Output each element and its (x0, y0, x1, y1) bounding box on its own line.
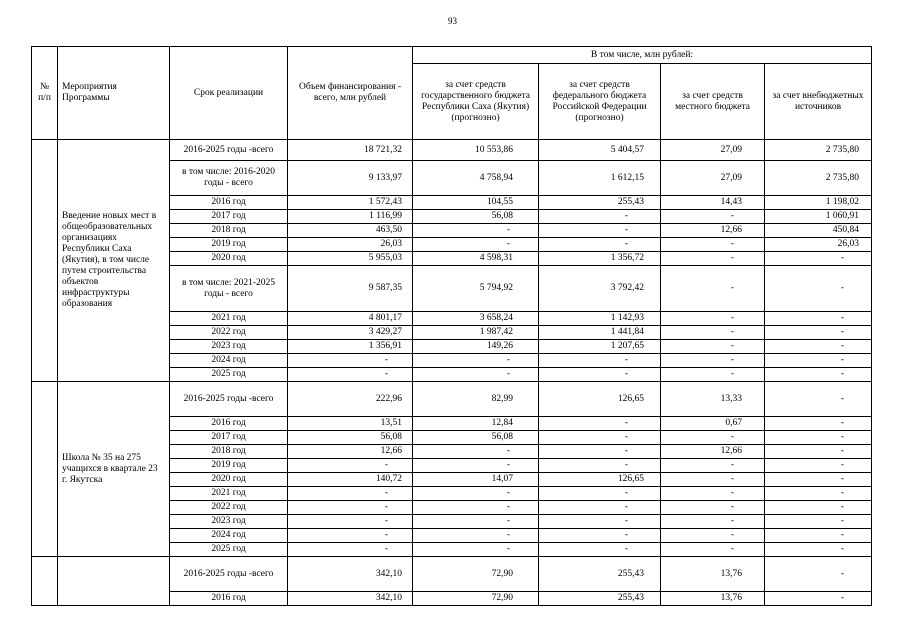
total-cell: 26,03 (288, 238, 413, 252)
local-budget-cell: - (661, 354, 765, 368)
extra-budget-cell: - (765, 487, 872, 501)
federal-budget-cell: - (539, 238, 661, 252)
state-budget-cell: 104,55 (413, 196, 539, 210)
local-budget-cell: - (661, 238, 765, 252)
header-total: Объем финансирования - всего, млн рублей (288, 47, 413, 140)
extra-budget-cell: 26,03 (765, 238, 872, 252)
extra-budget-cell: - (765, 431, 872, 445)
state-budget-cell: 5 794,92 (413, 266, 539, 312)
period-cell: 2017 год (170, 210, 288, 224)
extra-budget-cell: - (765, 543, 872, 557)
state-budget-cell: - (413, 543, 539, 557)
state-budget-cell: 12,84 (413, 417, 539, 431)
local-budget-cell: 13,76 (661, 592, 765, 606)
total-cell: - (288, 501, 413, 515)
event-name (58, 557, 170, 606)
federal-budget-cell: - (539, 224, 661, 238)
extra-budget-cell: - (765, 382, 872, 417)
header-num: № п/п (32, 47, 58, 140)
total-cell: 9 587,35 (288, 266, 413, 312)
state-budget-cell: 82,99 (413, 382, 539, 417)
local-budget-cell: - (661, 501, 765, 515)
header-state: за счет средств государственного бюджета Республики Саха (Якутия) (прогнозно) (413, 64, 539, 140)
period-cell: 2024 год (170, 354, 288, 368)
period-cell: 2016 год (170, 196, 288, 210)
local-budget-cell: 27,09 (661, 140, 765, 161)
extra-budget-cell: - (765, 354, 872, 368)
local-budget-cell: 27,09 (661, 161, 765, 196)
total-cell: 12,66 (288, 445, 413, 459)
extra-budget-cell: - (765, 326, 872, 340)
federal-budget-cell: - (539, 515, 661, 529)
extra-budget-cell: - (765, 252, 872, 266)
extra-budget-cell: - (765, 417, 872, 431)
extra-budget-cell: - (765, 459, 872, 473)
total-cell: 18 721,32 (288, 140, 413, 161)
federal-budget-cell: 255,43 (539, 557, 661, 592)
federal-budget-cell: 255,43 (539, 592, 661, 606)
period-cell: 2020 год (170, 252, 288, 266)
extra-budget-cell: - (765, 557, 872, 592)
federal-budget-cell: 1 612,15 (539, 161, 661, 196)
extra-budget-cell: - (765, 340, 872, 354)
state-budget-cell: - (413, 515, 539, 529)
period-cell: 2016-2025 годы -всего (170, 140, 288, 161)
header-row-top (32, 47, 872, 64)
state-budget-cell: 1 987,42 (413, 326, 539, 340)
total-cell: 222,96 (288, 382, 413, 417)
table-body (32, 140, 872, 606)
table-row (32, 557, 872, 592)
header-federal: за счет средств федерального бюджета Российской Федерации (прогнозно) (539, 64, 661, 140)
local-budget-cell: - (661, 312, 765, 326)
period-cell: 2018 год (170, 445, 288, 459)
total-cell: 1 572,43 (288, 196, 413, 210)
total-cell: 3 429,27 (288, 326, 413, 340)
state-budget-cell: - (413, 368, 539, 382)
total-cell: 1 116,99 (288, 210, 413, 224)
total-cell: 13,51 (288, 417, 413, 431)
period-cell: 2016 год (170, 592, 288, 606)
header-local: за счет средств местного бюджета (661, 64, 765, 140)
federal-budget-cell: 1 207,65 (539, 340, 661, 354)
period-cell: 2016 год (170, 417, 288, 431)
state-budget-cell: 14,07 (413, 473, 539, 487)
extra-budget-cell: - (765, 501, 872, 515)
total-cell: 342,10 (288, 592, 413, 606)
state-budget-cell: - (413, 354, 539, 368)
state-budget-cell: 4 598,31 (413, 252, 539, 266)
local-budget-cell: 14,43 (661, 196, 765, 210)
header-event: Мероприятия Программы (58, 47, 170, 140)
period-cell: 2024 год (170, 529, 288, 543)
period-cell: 2018 год (170, 224, 288, 238)
local-budget-cell: - (661, 529, 765, 543)
total-cell: - (288, 529, 413, 543)
extra-budget-cell: - (765, 515, 872, 529)
federal-budget-cell: - (539, 354, 661, 368)
period-cell: 2016-2025 годы -всего (170, 382, 288, 417)
period-cell: 2020 год (170, 473, 288, 487)
local-budget-cell: - (661, 326, 765, 340)
row-number-cell (32, 140, 58, 382)
total-cell: 56,08 (288, 431, 413, 445)
period-cell: 2021 год (170, 312, 288, 326)
state-budget-cell: - (413, 459, 539, 473)
period-cell: 2016-2025 годы -всего (170, 557, 288, 592)
local-budget-cell: - (661, 515, 765, 529)
federal-budget-cell: - (539, 417, 661, 431)
state-budget-cell: 149,26 (413, 340, 539, 354)
budget-table (31, 46, 872, 606)
local-budget-cell: - (661, 459, 765, 473)
total-cell: 1 356,91 (288, 340, 413, 354)
federal-budget-cell: - (539, 445, 661, 459)
local-budget-cell: 13,33 (661, 382, 765, 417)
period-cell: в том числе: 2021-2025 годы - всего (170, 266, 288, 312)
state-budget-cell: 72,90 (413, 557, 539, 592)
federal-budget-cell: - (539, 529, 661, 543)
federal-budget-cell: - (539, 459, 661, 473)
state-budget-cell: 3 658,24 (413, 312, 539, 326)
state-budget-cell: - (413, 487, 539, 501)
state-budget-cell: - (413, 445, 539, 459)
period-cell: 2021 год (170, 487, 288, 501)
local-budget-cell: 13,76 (661, 557, 765, 592)
federal-budget-cell: 1 441,84 (539, 326, 661, 340)
total-cell: - (288, 459, 413, 473)
table-row (32, 140, 872, 161)
local-budget-cell: - (661, 543, 765, 557)
federal-budget-cell: 255,43 (539, 196, 661, 210)
local-budget-cell: - (661, 487, 765, 501)
state-budget-cell: 56,08 (413, 431, 539, 445)
federal-budget-cell: 3 792,42 (539, 266, 661, 312)
row-number-cell (32, 557, 58, 606)
federal-budget-cell: 126,65 (539, 473, 661, 487)
federal-budget-cell: - (539, 431, 661, 445)
federal-budget-cell: 1 142,93 (539, 312, 661, 326)
local-budget-cell: 12,66 (661, 445, 765, 459)
header-period: Срок реализации (170, 47, 288, 140)
total-cell: - (288, 354, 413, 368)
local-budget-cell: 0,67 (661, 417, 765, 431)
period-cell: 2023 год (170, 340, 288, 354)
extra-budget-cell: - (765, 368, 872, 382)
state-budget-cell: - (413, 529, 539, 543)
state-budget-cell: 72,90 (413, 592, 539, 606)
extra-budget-cell: 2 735,80 (765, 161, 872, 196)
period-cell: 2025 год (170, 543, 288, 557)
local-budget-cell: 12,66 (661, 224, 765, 238)
row-number-cell (32, 382, 58, 557)
extra-budget-cell: 450,84 (765, 224, 872, 238)
period-cell: 2019 год (170, 459, 288, 473)
state-budget-cell: 56,08 (413, 210, 539, 224)
local-budget-cell: - (661, 210, 765, 224)
period-cell: 2019 год (170, 238, 288, 252)
federal-budget-cell: 126,65 (539, 382, 661, 417)
local-budget-cell: - (661, 473, 765, 487)
state-budget-cell: - (413, 501, 539, 515)
event-name: Школа № 35 на 275 учащихся в квартале 23 г. Якутска (58, 382, 170, 557)
federal-budget-cell: - (539, 210, 661, 224)
local-budget-cell: - (661, 368, 765, 382)
period-cell: 2022 год (170, 501, 288, 515)
local-budget-cell: - (661, 252, 765, 266)
period-cell: 2023 год (170, 515, 288, 529)
period-cell: 2022 год (170, 326, 288, 340)
total-cell: 140,72 (288, 473, 413, 487)
federal-budget-cell: - (539, 368, 661, 382)
local-budget-cell: - (661, 431, 765, 445)
extra-budget-cell: 1 198,02 (765, 196, 872, 210)
federal-budget-cell: - (539, 543, 661, 557)
header-including: В том числе, млн рублей: (413, 47, 872, 64)
total-cell: - (288, 515, 413, 529)
federal-budget-cell: - (539, 487, 661, 501)
table-row (32, 382, 872, 417)
local-budget-cell: - (661, 340, 765, 354)
total-cell: 9 133,97 (288, 161, 413, 196)
total-cell: 4 801,17 (288, 312, 413, 326)
total-cell: 342,10 (288, 557, 413, 592)
page-number: 93 (448, 16, 457, 26)
extra-budget-cell: - (765, 266, 872, 312)
period-cell: 2025 год (170, 368, 288, 382)
period-cell: 2017 год (170, 431, 288, 445)
extra-budget-cell: - (765, 445, 872, 459)
state-budget-cell: 10 553,86 (413, 140, 539, 161)
period-cell: в том числе: 2016-2020 годы - всего (170, 161, 288, 196)
total-cell: - (288, 543, 413, 557)
federal-budget-cell: 5 404,57 (539, 140, 661, 161)
state-budget-cell: - (413, 238, 539, 252)
extra-budget-cell: - (765, 473, 872, 487)
extra-budget-cell: 1 060,91 (765, 210, 872, 224)
extra-budget-cell: - (765, 592, 872, 606)
header-extra: за счет внебюджетных источников (765, 64, 872, 140)
local-budget-cell: - (661, 266, 765, 312)
federal-budget-cell: 1 356,72 (539, 252, 661, 266)
total-cell: - (288, 487, 413, 501)
total-cell: 5 955,03 (288, 252, 413, 266)
state-budget-cell: 4 758,94 (413, 161, 539, 196)
federal-budget-cell: - (539, 501, 661, 515)
event-name: Введение новых мест в общеобразовательных организациях Республики Саха (Якутия), в том числе путем строительства объектов инфраструктуры образования (58, 140, 170, 382)
extra-budget-cell: - (765, 312, 872, 326)
state-budget-cell: - (413, 224, 539, 238)
total-cell: 463,50 (288, 224, 413, 238)
extra-budget-cell: 2 735,80 (765, 140, 872, 161)
total-cell: - (288, 368, 413, 382)
extra-budget-cell: - (765, 529, 872, 543)
